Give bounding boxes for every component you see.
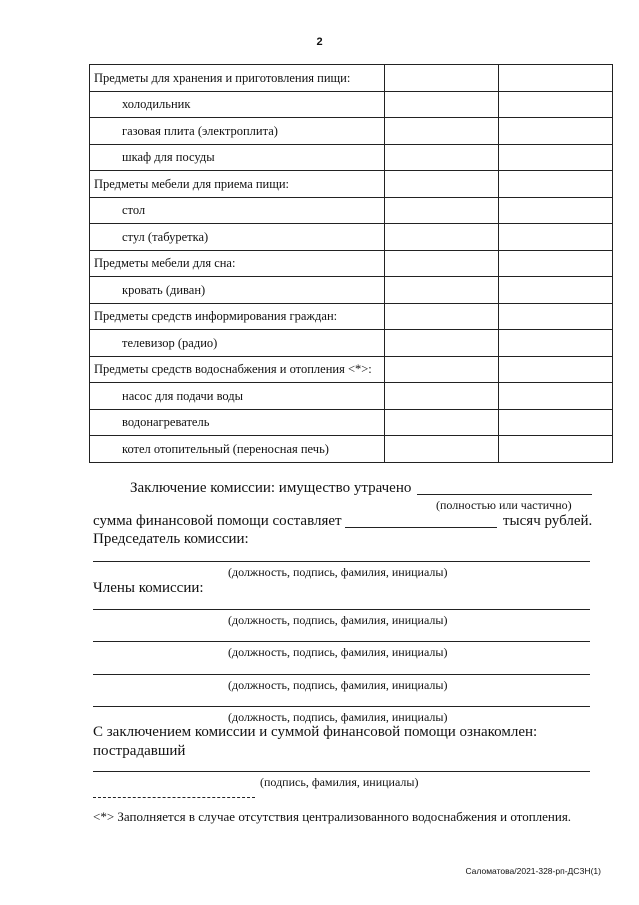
table-row [90, 277, 613, 304]
value-cell [385, 118, 499, 145]
value-cell [385, 436, 499, 463]
value-cell [385, 144, 499, 171]
table-row [90, 383, 613, 410]
member-hint-3: (должность, подпись, фамилия, инициалы) [228, 678, 448, 692]
value-cell [385, 277, 499, 304]
member-hint-1: (должность, подпись, фамилия, инициалы) [228, 613, 448, 627]
chair-label: Председатель комиссии: [93, 531, 249, 547]
member-hint-4: (должность, подпись, фамилия, инициалы) [228, 710, 448, 724]
item-label: стол [90, 197, 385, 224]
item-label: холодильник [90, 91, 385, 118]
table-row [90, 303, 613, 330]
table-row [90, 356, 613, 383]
table-row [90, 224, 613, 251]
acknowledgement-line [93, 771, 590, 772]
value-cell [499, 224, 613, 251]
item-label: кровать (диван) [90, 277, 385, 304]
value-cell [385, 197, 499, 224]
value-cell [385, 409, 499, 436]
value-cell [499, 330, 613, 357]
table-row [90, 409, 613, 436]
value-cell [499, 91, 613, 118]
value-cell [499, 356, 613, 383]
value-cell [499, 171, 613, 198]
chair-hint: (должность, подпись, фамилия, инициалы) [228, 565, 448, 579]
property-table [89, 64, 613, 463]
member-line-3 [93, 674, 590, 675]
document-stamp: Саломатова/2021-328-рп-ДСЗН(1) [465, 866, 601, 876]
sum-prefix: сумма финансовой помощи составляет [93, 513, 342, 529]
value-cell [385, 356, 499, 383]
member-line-1 [93, 609, 590, 610]
table-row [90, 171, 613, 198]
value-cell [499, 303, 613, 330]
sum-suffix: тысяч рублей. [503, 513, 593, 529]
table-row [90, 197, 613, 224]
value-cell [499, 436, 613, 463]
value-cell [385, 171, 499, 198]
value-cell [385, 250, 499, 277]
value-cell [499, 197, 613, 224]
category-label: Предметы мебели для сна: [90, 250, 385, 277]
category-label: Предметы мебели для приема пищи: [90, 171, 385, 198]
acknowledgement-hint: (подпись, фамилия, инициалы) [260, 775, 419, 789]
item-label: шкаф для посуды [90, 144, 385, 171]
acknowledgement-line2: пострадавший [93, 743, 186, 759]
value-cell [385, 224, 499, 251]
member-line-4 [93, 706, 590, 707]
table-row [90, 65, 613, 92]
table-row [90, 330, 613, 357]
value-cell [499, 383, 613, 410]
item-label: газовая плита (электроплита) [90, 118, 385, 145]
value-cell [499, 277, 613, 304]
category-label: Предметы средств информирования граждан: [90, 303, 385, 330]
value-cell [499, 409, 613, 436]
value-cell [385, 91, 499, 118]
table-row [90, 118, 613, 145]
footnote-text: <*> Заполняется в случае отсутствия централизованного водоснабжения и отопления. [93, 809, 572, 824]
page-number: 2 [316, 36, 323, 48]
item-label: телевизор (радио) [90, 330, 385, 357]
chair-line [93, 561, 590, 562]
table-row [90, 91, 613, 118]
members-label: Члены комиссии: [93, 580, 204, 596]
item-label: стул (табуретка) [90, 224, 385, 251]
item-label: котел отопительный (переносная печь) [90, 436, 385, 463]
value-cell [499, 250, 613, 277]
value-cell [385, 303, 499, 330]
table-row [90, 436, 613, 463]
value-cell [385, 65, 499, 92]
sum-line [345, 527, 497, 528]
value-cell [385, 383, 499, 410]
value-cell [499, 118, 613, 145]
value-cell [385, 330, 499, 357]
member-line-2 [93, 641, 590, 642]
item-label: насос для подачи воды [90, 383, 385, 410]
table-row [90, 250, 613, 277]
item-label: водонагреватель [90, 409, 385, 436]
conclusion-line [417, 494, 592, 495]
category-label: Предметы для хранения и приготовления пищи: [90, 65, 385, 92]
value-cell [499, 65, 613, 92]
value-cell [499, 144, 613, 171]
acknowledgement-line1: С заключением комиссии и суммой финансовой помощи ознакомлен: [93, 724, 538, 740]
table-row [90, 144, 613, 171]
footnote-separator [93, 797, 255, 798]
member-hint-2: (должность, подпись, фамилия, инициалы) [228, 645, 448, 659]
conclusion-text: Заключение комиссии: имущество утрачено [130, 480, 412, 496]
category-label: Предметы средств водоснабжения и отопления <*>: [90, 356, 385, 383]
conclusion-hint: (полностью или частично) [436, 498, 572, 512]
